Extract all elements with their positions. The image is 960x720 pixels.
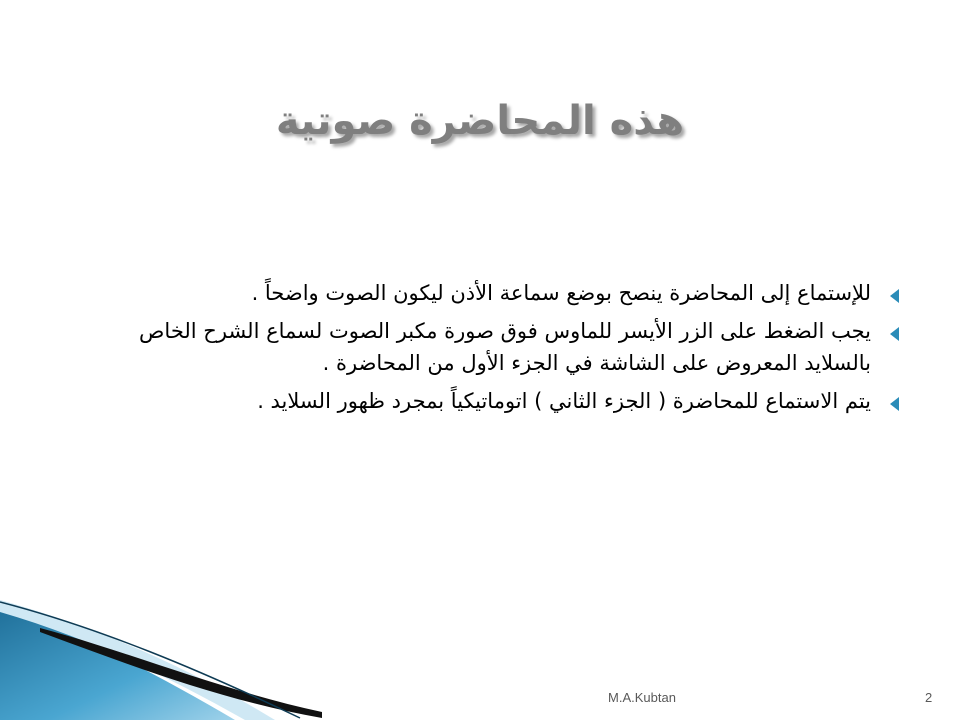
triangle-bullet-icon	[890, 397, 899, 411]
slide-title: هذه المحاضرة صوتية	[275, 98, 685, 144]
triangle-bullet-icon	[890, 327, 899, 341]
bullet-list	[70, 278, 905, 424]
bullet-item	[70, 278, 905, 310]
bullet-text: يتم الاستماع للمحاضرة ( الجزء الثاني ) اتوماتيكياً بمجرد ظهور السلايد .	[257, 388, 871, 413]
footer-author: M.A.Kubtan	[608, 690, 676, 705]
bullet-text: للإستماع إلى المحاضرة ينصح بوضع سماعة الأذن ليكون الصوت واضحاً .	[251, 281, 871, 305]
page-number: 2	[925, 690, 933, 705]
triangle-bullet-icon	[890, 289, 899, 303]
bullet-text: يجب الضغط على الزر الأيسر للماوس فوق صورة مكبر الصوت لسماع الشرح الخاص بالسلايد المعروض على الشاشة في الجزء الأول من المحاضرة .	[139, 318, 871, 375]
bullet-item	[70, 386, 905, 418]
bullet-item	[70, 316, 905, 380]
corner-wave-decoration	[0, 600, 330, 720]
